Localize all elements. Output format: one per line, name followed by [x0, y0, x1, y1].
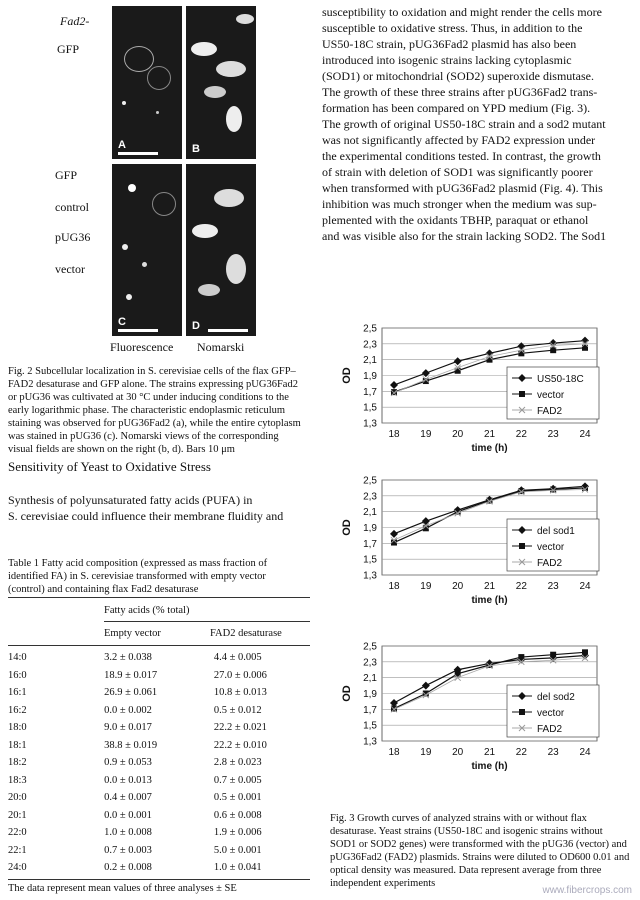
y-tick-label: 1,7: [363, 538, 377, 550]
data-point-diamond: [517, 342, 525, 350]
table-row: [8, 859, 310, 877]
data-point-diamond: [422, 682, 430, 690]
y-tick-label: 2,1: [363, 673, 377, 685]
gfp-label-2: GFP: [55, 168, 78, 182]
x-tick-label: 22: [515, 581, 527, 592]
y-tick-label: 2,3: [363, 339, 377, 351]
panel-c: C: [112, 164, 182, 336]
table-cell-fatty-acid: 24:0: [8, 862, 27, 874]
data-point-square: [550, 487, 556, 493]
table-row: [8, 842, 310, 860]
table-cell-empty-vector: 0.2 ± 0.008: [104, 862, 152, 874]
gfp-label: GFP: [57, 42, 80, 56]
y-tick-label: 1,9: [363, 523, 377, 534]
y-tick-label: 1,9: [363, 371, 377, 382]
watermark: www.fibercrops.com: [542, 885, 632, 896]
y-tick-label: 1,3: [363, 418, 377, 430]
table1-rule-group: [104, 621, 310, 622]
table-cell-fatty-acid: 22:1: [8, 844, 27, 856]
table-cell-fad2: 1.9 ± 0.006: [213, 827, 262, 839]
table-cell-fatty-acid: 16:2: [8, 704, 27, 716]
y-tick-label: 1,9: [363, 689, 377, 700]
table-row: [8, 789, 310, 807]
fad2-label: Fad2-: [60, 14, 90, 28]
table-cell-empty-vector: 38.8 ± 0.019: [104, 739, 158, 751]
legend-marker-square: [519, 709, 525, 715]
table-row: [8, 824, 310, 842]
x-tick-label: 18: [388, 581, 400, 592]
y-tick-label: 1,5: [363, 554, 377, 566]
table-cell-empty-vector: 0.9 ± 0.053: [104, 757, 152, 769]
x-tick-label: 20: [452, 747, 464, 758]
x-tick-label: 21: [483, 429, 496, 440]
figure3-caption: Fig. 3 Growth curves of analyzed strains with or without flax desaturase. Yeast strains (US50-18C and isogenic strains without SOD1 or SOD2 genes) were transformed with the pUG36 (vector) and pUG36Fad2 (FAD2) plasmids. Strains were diluted to OD600 0.01 and optical density was measured. Data represent average from three independent experiments: [330, 813, 630, 889]
table-cell-empty-vector: 0.0 ± 0.013: [104, 774, 152, 786]
y-tick-label: 2,3: [363, 491, 377, 503]
legend-label: US50-18C: [537, 374, 584, 385]
legend-label: FAD2: [537, 558, 563, 569]
table-row: [8, 772, 310, 790]
y-axis-label: OD: [341, 685, 353, 702]
y-tick-label: 2,5: [363, 323, 377, 335]
y-tick-label: 1,5: [363, 720, 377, 732]
table1-group-header: Fatty acids (% total): [104, 605, 190, 616]
table-cell-empty-vector: 26.9 ± 0.061: [104, 687, 158, 699]
pug36-label: pUG36: [55, 230, 91, 244]
x-tick-label: 24: [579, 747, 591, 758]
legend-marker-square: [519, 391, 525, 397]
panel-b: B: [186, 6, 256, 159]
table-cell-fad2: 0.5 ± 0.001: [213, 792, 262, 804]
table-cell-empty-vector: 0.0 ± 0.001: [104, 809, 152, 821]
table-cell-fatty-acid: 18:1: [8, 739, 27, 751]
table-cell-fatty-acid: 18:0: [8, 722, 27, 734]
table-cell-fatty-acid: 14:0: [8, 652, 27, 664]
table-cell-fatty-acid: 20:0: [8, 792, 27, 804]
table-row: [8, 807, 310, 825]
y-tick-label: 1,5: [363, 402, 377, 414]
y-tick-label: 1,3: [363, 570, 377, 582]
control-label: control: [55, 200, 89, 214]
x-tick-label: 24: [579, 429, 591, 440]
table-row: [8, 737, 310, 755]
table-cell-fad2: 10.8 ± 0.013: [213, 687, 267, 699]
table-cell-fad2: 0.6 ± 0.008: [213, 809, 262, 821]
x-tick-label: 18: [388, 429, 400, 440]
growth-chart-3: [322, 636, 640, 786]
x-tick-label: 23: [547, 429, 559, 440]
table-cell-fatty-acid: 18:3: [8, 774, 27, 786]
y-tick-label: 2,3: [363, 657, 377, 669]
legend-marker-square: [519, 543, 525, 549]
x-tick-label: 19: [420, 581, 432, 592]
growth-chart-1: [322, 318, 640, 468]
table-cell-fad2: 0.7 ± 0.005: [213, 774, 262, 786]
table-row: [8, 754, 310, 772]
table-cell-fad2: 0.5 ± 0.012: [213, 704, 262, 716]
table-row: [8, 667, 310, 685]
data-point-diamond: [390, 381, 398, 389]
data-point-diamond: [390, 530, 398, 538]
right-paragraph: susceptibility to oxidation and might render the cells more susceptible to oxidative stress. Thus, in addition to the US50-18C strain, pUG36Fad2 plasmid has also been introduced into isogenic strains lacking cytoplasmic (SOD1) or mitochondrial (SOD2) superoxide dismutase. The growth of these three strains after pUG36Fad2 trans- formation has been compared on YPD medium (Fig. 3). The growth of original US50-18C strain and a sod2 mutant was not significantly affected by FAD2 expression under the experimental conditions tested. In contrast, the growth of strain with deletion of SOD1 was significantly poorer when transformed with pUG36Fad2 plasmid (Fig. 4). This inhibition was much stronger when the medium was sup- plemented with the oxidants TBHP, paraquat or ethanol and was visible also for the strain lacking SOD2. The Sod1: [322, 5, 607, 243]
x-tick-label: 20: [452, 429, 464, 440]
y-tick-label: 2,5: [363, 475, 377, 487]
figure2-caption: Fig. 2 Subcellular localization in S. cerevisiae cells of the flax GFP– FAD2 desaturase and GFP alone. The strains expressing pUG36Fad2 or pUG36 was cultivated at 30 °C under inducing conditions to the early logarithmic phase. The characteristic endoplasmic reticulum staining was observed for pUG36Fad2 (a), while the entire cytoplasm was stained in pUG36 (c). Nomarski views of the corresponding visual fields are shown on the right (b, d). Bars 10 μm: [8, 366, 301, 455]
table-row: [8, 719, 310, 737]
table-row: [8, 684, 310, 702]
data-point-square: [487, 662, 493, 668]
table1-caption: Table 1 Fatty acid composition (expressed as mass fraction of identified FA) in S. cerevisiae transformed with empty vector (control) and containing flax Fad2 desaturase: [8, 558, 268, 595]
table-cell-fad2: 5.0 ± 0.001: [213, 844, 262, 856]
table1-footnote: The data represent mean values of three analyses ± SE: [8, 883, 237, 894]
fluorescence-label: Fluorescence: [110, 340, 174, 354]
table-cell-fad2: 22.2 ± 0.021: [213, 722, 267, 734]
y-axis-label: OD: [341, 367, 353, 384]
data-point-square: [518, 488, 524, 494]
data-point-square: [518, 350, 524, 356]
data-point-diamond: [422, 517, 430, 525]
table-cell-fatty-acid: 18:2: [8, 757, 27, 769]
x-tick-label: 18: [388, 747, 400, 758]
data-point-square: [582, 649, 588, 655]
table-row: [8, 649, 310, 667]
table1-col-fad2: FAD2 desaturase: [210, 628, 282, 639]
x-tick-label: 21: [483, 581, 496, 592]
table1-rule-top: [8, 597, 310, 598]
table-cell-fatty-acid: 16:1: [8, 687, 27, 699]
x-tick-label: 24: [579, 581, 591, 592]
legend-label: vector: [537, 708, 565, 719]
data-point-diamond: [422, 369, 430, 377]
table-cell-fatty-acid: 16:0: [8, 669, 27, 681]
table1-rule-header: [8, 645, 310, 646]
legend-label: vector: [537, 390, 565, 401]
table-cell-empty-vector: 0.0 ± 0.002: [104, 704, 152, 716]
x-tick-label: 22: [515, 747, 527, 758]
y-tick-label: 2,5: [363, 641, 377, 653]
legend-label: FAD2: [537, 406, 563, 417]
section-heading: Sensitivity of Yeast to Oxidative Stress: [8, 459, 211, 474]
legend-label: del sod2: [537, 692, 575, 703]
legend-label: vector: [537, 542, 565, 553]
table-cell-empty-vector: 1.0 ± 0.008: [104, 827, 152, 839]
table-cell-empty-vector: 18.9 ± 0.017: [104, 669, 158, 681]
y-tick-label: 1,7: [363, 704, 377, 716]
x-tick-label: 23: [547, 581, 559, 592]
x-axis-label: time (h): [471, 595, 508, 606]
y-tick-label: 1,3: [363, 736, 377, 748]
y-tick-label: 2,1: [363, 507, 377, 519]
data-point-square: [550, 652, 556, 658]
table1-col-empty-vector: Empty vector: [104, 628, 161, 639]
table-cell-fad2: 22.2 ± 0.010: [213, 739, 267, 751]
x-tick-label: 19: [420, 747, 432, 758]
x-axis-label: time (h): [471, 443, 508, 454]
left-paragraph: Synthesis of polyunsaturated fatty acids (PUFA) in S. cerevisiae could influence their membrane fluidity and: [8, 493, 284, 523]
vector-label: vector: [55, 262, 85, 276]
table-cell-fad2: 27.0 ± 0.006: [213, 669, 267, 681]
panel-a: A: [112, 6, 182, 159]
table-cell-fatty-acid: 20:1: [8, 809, 27, 821]
x-tick-label: 23: [547, 747, 559, 758]
y-tick-label: 1,7: [363, 386, 377, 398]
data-point-diamond: [454, 357, 462, 365]
x-tick-label: 21: [483, 747, 496, 758]
legend-label: FAD2: [537, 724, 563, 735]
table1: [8, 649, 310, 877]
table-cell-empty-vector: 0.4 ± 0.007: [104, 792, 152, 804]
x-tick-label: 19: [420, 429, 432, 440]
x-tick-label: 20: [452, 581, 464, 592]
panel-d: D: [186, 164, 256, 336]
table1-rule-bottom: [8, 879, 310, 880]
growth-chart-2: [322, 470, 640, 620]
y-tick-label: 2,1: [363, 355, 377, 367]
x-axis-label: time (h): [471, 761, 508, 772]
x-tick-label: 22: [515, 429, 527, 440]
table-cell-fad2: 2.8 ± 0.023: [213, 757, 262, 769]
nomarski-label: Nomarski: [197, 340, 245, 354]
legend-label: del sod1: [537, 526, 575, 537]
table-cell-fad2: 1.0 ± 0.041: [213, 862, 262, 874]
table-cell-empty-vector: 3.2 ± 0.038: [104, 652, 152, 664]
table-cell-fad2: 4.4 ± 0.005: [213, 652, 262, 664]
table-row: [8, 702, 310, 720]
micrograph-panels: [112, 6, 257, 336]
table-cell-fatty-acid: 22:0: [8, 827, 27, 839]
table-cell-empty-vector: 0.7 ± 0.003: [104, 844, 152, 856]
y-axis-label: OD: [341, 519, 353, 536]
table-cell-empty-vector: 9.0 ± 0.017: [104, 722, 152, 734]
